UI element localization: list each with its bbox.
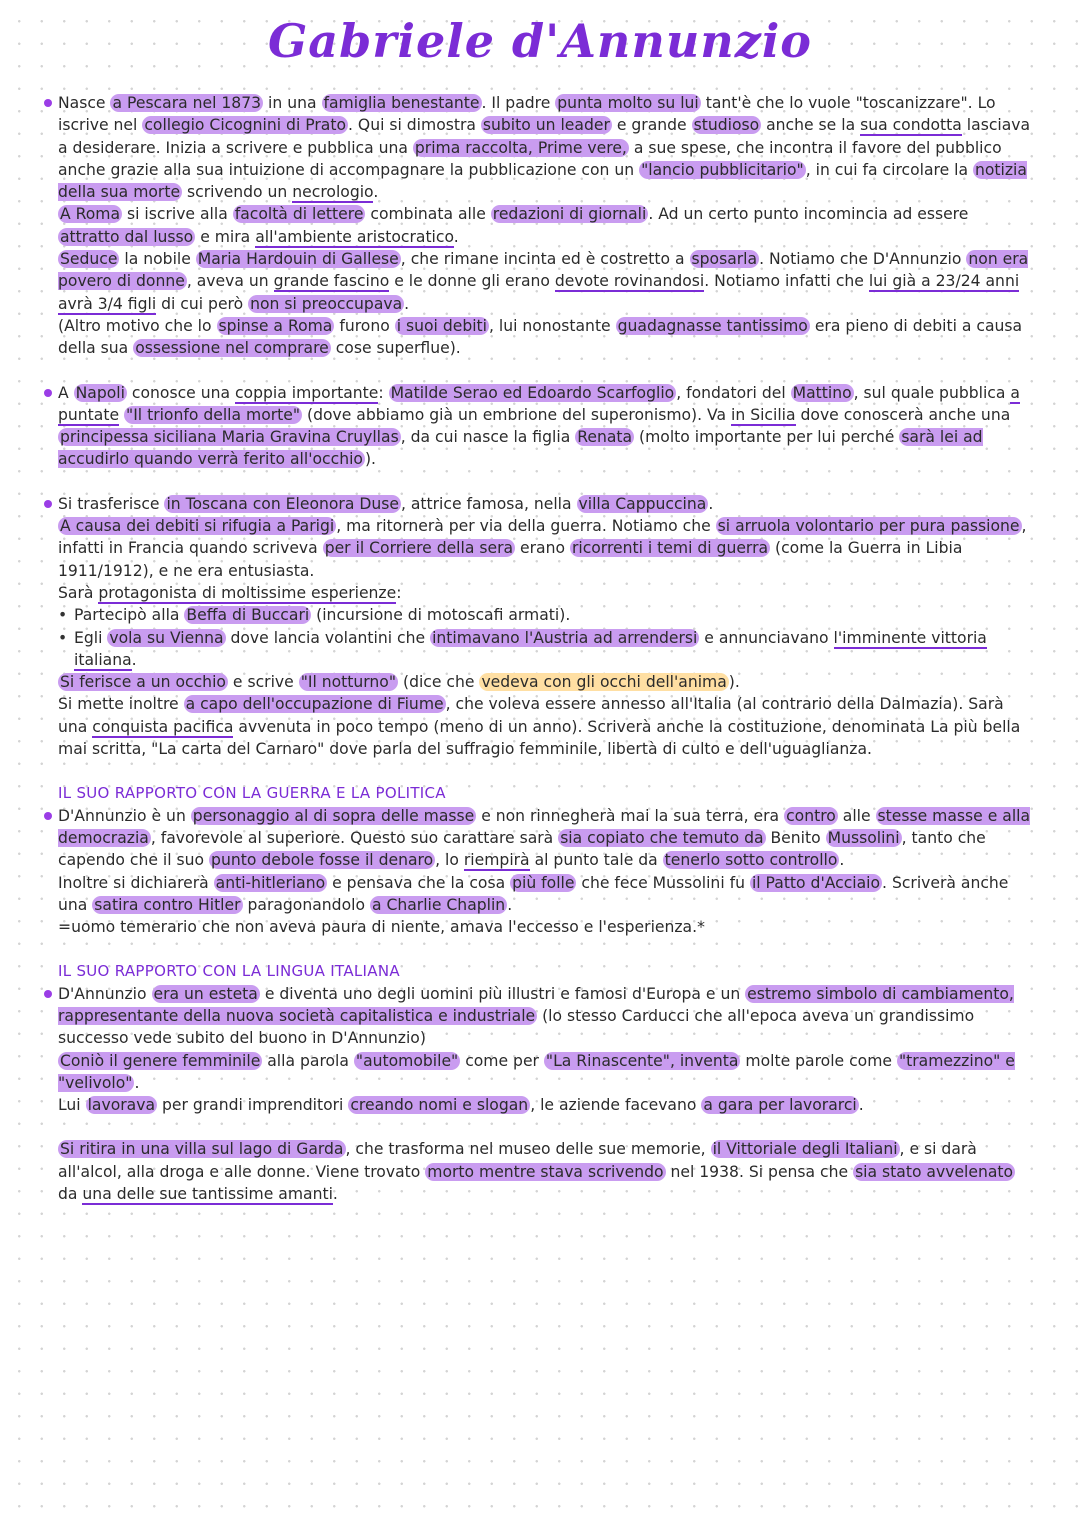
highlight: sia stato avvelenato: [855, 1162, 1014, 1181]
text: furono: [334, 316, 395, 335]
highlight: notizia della sua morte: [58, 160, 1027, 202]
text: :: [378, 383, 389, 402]
text: dove conoscerà anche una: [795, 405, 1011, 424]
highlight: famiglia benestante: [323, 94, 480, 112]
highlight: ricorrenti i temi di guerra: [571, 539, 769, 558]
highlight: facoltà di lettere: [234, 205, 364, 224]
text: e mira: [195, 227, 256, 246]
highlight: creando nomi e slogan: [350, 1096, 529, 1115]
text: la nobile: [119, 250, 196, 269]
text: .: [373, 183, 379, 202]
highlight: sposarla: [691, 250, 758, 269]
highlight: redazioni di giornali: [492, 205, 647, 224]
page-title: Gabriele d'Annunzio: [268, 14, 812, 68]
text: , che rimane incinta ed è costretto a: [400, 250, 690, 269]
highlight: morto mentre stava scrivendo: [427, 1162, 664, 1181]
text: , che trasforma nel museo delle sue memorie,: [345, 1140, 711, 1159]
text: . Qui si dimostra: [348, 116, 481, 135]
paragraph-fiume: [44, 671, 1034, 760]
highlight: contro: [786, 806, 836, 825]
list-item-vienna: [44, 627, 1034, 672]
text: avvenuta in poco tempo (meno di un anno). Scriverà anche la costituzione, denominata La più bella mai scritta, "La carta del Carnaro" dove parla del suffragio femminile, libertà di culto e dell'uguaglianza.: [58, 717, 1021, 759]
text: , infatti in Francia quando scriveva: [58, 517, 1027, 558]
highlight: A Roma: [60, 205, 121, 224]
highlight: a gara per lavorarci: [703, 1096, 857, 1115]
text: alle: [837, 806, 876, 825]
highlight: Mussolini: [827, 828, 900, 847]
text: Benito: [765, 828, 826, 847]
text: e le donne gli erano: [389, 272, 555, 291]
text: , attrice famosa, nella: [400, 494, 577, 513]
underline: a puntate: [58, 383, 1020, 424]
highlight: anti-hitleriano: [215, 873, 326, 892]
highlight: non si preoccupava: [250, 294, 403, 313]
paragraph-rome: [44, 203, 1034, 359]
highlight: i suoi debiti: [396, 316, 487, 335]
section-heading-war-politics: IL SUO RAPPORTO CON LA GUERRA E LA POLITICA: [58, 784, 446, 803]
highlight: ossessione nel comprare: [135, 339, 329, 358]
text: .: [708, 494, 714, 513]
text: , tanto che capendo che il suo: [58, 828, 986, 870]
text: D'Annunzio è un: [58, 806, 191, 825]
text: .: [839, 851, 845, 870]
highlight: per il Corriere della sera: [324, 539, 514, 558]
text: , lui nonostante: [489, 316, 616, 335]
underline: grande fascino: [273, 272, 390, 291]
text: Egli: [74, 628, 108, 647]
underline: devote rovinandosi: [554, 272, 705, 291]
list-item-buccari: [44, 604, 1034, 626]
highlight: "tramezzino" e "velivolo": [58, 1051, 1015, 1092]
text: conosce una: [126, 383, 235, 402]
highlight: Beffa di Buccari: [186, 606, 310, 625]
text: e diventa uno degli uomini più illustri e famosi d'Europa e un: [259, 984, 746, 1003]
underline: l'imminente vittoria italiana: [74, 628, 987, 669]
highlight: sarà lei ad accudirlo quando verrà ferito all'occhio: [58, 428, 983, 469]
text: (molto importante per lui perché: [634, 428, 900, 447]
text: Sarà: [58, 583, 99, 602]
text: .: [404, 294, 410, 313]
text: in una: [263, 94, 322, 112]
underline: in Sicilia: [731, 405, 796, 424]
underline: sua condotta: [860, 116, 962, 135]
text: , e si darà all'alcol, alla droga e alle donne. Viene trovato: [58, 1140, 977, 1181]
text: .: [131, 650, 137, 669]
highlight: a capo dell'occupazione di Fiume: [185, 695, 444, 714]
text: , fondatori del: [676, 383, 791, 402]
text: .: [134, 1073, 140, 1092]
text: e annunciavano: [699, 628, 834, 647]
text: combinata alle: [365, 205, 491, 224]
text: . Il padre: [481, 94, 556, 112]
highlight: guadagnasse tantissimo: [617, 316, 808, 335]
paragraph-naples: [44, 382, 1034, 471]
text: , aveva un: [186, 272, 274, 291]
text: dove lancia volantini che: [225, 628, 431, 647]
text: ).: [364, 450, 376, 469]
highlight: satira contro Hitler: [94, 895, 241, 914]
text: ).: [728, 673, 740, 692]
text: lasciava a desiderare. Inizia a scrivere e pubblica una: [58, 116, 1031, 157]
highlight: estremo simbolo di cambiamento, rappresentante della nuova società capitalistica e industriale: [58, 984, 1014, 1025]
text: .: [507, 895, 513, 914]
underline: lui già a 23/24 anni avrà 3/4 figli: [58, 272, 1020, 313]
highlight: a Charlie Chaplin: [371, 895, 506, 914]
highlight: Renata: [577, 428, 633, 447]
highlight: più folle: [512, 873, 575, 892]
highlight: "Il notturno": [300, 673, 397, 692]
highlight: in Toscana con Eleonora Duse: [166, 494, 399, 513]
highlight: "La Rinascente", inventa: [545, 1051, 739, 1070]
highlight: "automobile": [355, 1051, 459, 1070]
highlight: vola su Vienna: [109, 628, 224, 647]
text: , da cui nasce la figlia: [400, 428, 576, 447]
text: .: [453, 227, 459, 246]
text: (dice che: [398, 673, 480, 692]
text: D'Annunzio: [58, 984, 152, 1003]
highlight: lavorava: [87, 1096, 156, 1115]
highlight: intimavano l'Austria ad arrendersi: [432, 628, 698, 647]
highlight: il Patto d'Acciaio: [751, 873, 881, 892]
highlight: sia copiato che temuto da: [560, 828, 764, 847]
text: . Scriverà anche una: [58, 873, 1009, 914]
highlight: Napoli: [75, 383, 125, 402]
text: , le aziende facevano: [530, 1096, 702, 1115]
text: (dove abbiamo già un embrione del superonismo). Va: [302, 405, 732, 424]
text: anche se la: [761, 116, 861, 135]
highlight: Maria Hardouin di Gallese: [197, 250, 399, 269]
paragraph-politics: [44, 805, 1034, 939]
text: (come la Guerra in Libia 1911/1912), e ne era entusiasta.: [58, 539, 963, 580]
text: Inoltre si dichiarerà: [58, 873, 214, 892]
underline: protagonista di moltissime esperienze: [98, 583, 397, 602]
text: come per: [460, 1051, 544, 1070]
highlight: "Il trionfo della morte": [126, 405, 301, 424]
text: per grandi imprenditori: [157, 1096, 349, 1115]
yellow-highlight: vedeva con gli occhi dell'anima: [481, 673, 727, 692]
text: Partecipò alla: [74, 606, 185, 625]
highlight: punta molto su lui: [557, 94, 699, 112]
underline: conquista pacifica: [92, 717, 234, 736]
text: e grande: [611, 116, 692, 135]
text: , ma ritornerà per via della guerra. Notiamo che: [336, 517, 716, 536]
text: paragonandolo: [242, 895, 370, 914]
text: cose superflue).: [330, 339, 461, 358]
highlight: Coniò il genere femminile: [60, 1051, 261, 1070]
text: A: [58, 383, 74, 402]
highlight: Seduce: [60, 250, 118, 269]
text: Lui: [58, 1096, 86, 1115]
underline: coppia importante: [234, 383, 379, 402]
highlight: a Pescara nel 1873: [112, 94, 262, 112]
highlight: spinse a Roma: [218, 316, 333, 335]
text: molte parole come: [740, 1051, 897, 1070]
highlight: Mattino: [792, 383, 852, 402]
text: che fece Mussolini fu: [576, 873, 750, 892]
highlight: Si ferisce a un occhio: [60, 673, 226, 692]
text: =uomo temerario che non aveva paura di niente, amava l'eccesso e l'esperienza.*: [58, 918, 705, 937]
text: Si trasferisce: [58, 494, 165, 513]
text: da: [58, 1185, 83, 1204]
paragraph-birth: [44, 92, 1034, 203]
text: , in cui fa circolare la: [805, 160, 973, 179]
text: . Notiamo che D'Annunzio: [759, 250, 967, 269]
highlight: stesse masse e alla democrazia: [58, 806, 1031, 847]
text: scrivendo un: [182, 183, 293, 202]
text: a sue spese, che incontra il favore del pubblico anche grazie alla sua intuizione di accompagnare la pubblicazione con un: [58, 138, 1002, 179]
text: nel 1938. Si pensa che: [665, 1162, 854, 1181]
text: . Ad un certo punto incomincia ad essere: [648, 205, 969, 224]
highlight: personaggio al di sopra delle masse: [192, 806, 475, 825]
text: al punto tale da: [529, 851, 663, 870]
text: :: [396, 583, 402, 602]
text: . Notiamo infatti che: [704, 272, 869, 291]
highlight: non era povero di donne: [58, 250, 1029, 291]
text: Nasce: [58, 94, 111, 112]
text: e pensava che la cosa: [327, 873, 511, 892]
paragraph-language: [44, 983, 1034, 1117]
highlight: collegio Cicognini di Prato: [144, 116, 346, 135]
text: , lo: [435, 851, 464, 870]
text: .: [858, 1096, 864, 1115]
highlight: prima raccolta, Prime vere,: [414, 138, 627, 157]
highlight: Matilde Serao ed Edoardo Scarfoglio: [390, 383, 675, 402]
highlight: attratto dal lusso: [60, 227, 194, 246]
text: Si mette inoltre: [58, 695, 184, 714]
text: (Altro motivo che lo: [58, 316, 217, 335]
highlight: il Vittoriale degli Italiani: [712, 1140, 898, 1159]
notes-body: [44, 92, 1034, 1205]
paragraph-tuscany: [44, 493, 1034, 604]
text: era pieno di debiti a causa della sua: [58, 316, 1023, 358]
underline: necrologio: [292, 183, 374, 202]
highlight: tenerlo sotto controllo: [664, 851, 838, 870]
highlight: Si ritira in una villa sul lago di Garda: [60, 1140, 344, 1159]
highlight: A causa dei debiti si rifugia a Parigi: [60, 517, 335, 536]
paragraph-vittoriale: [44, 1138, 1034, 1205]
text: , favorevole al superiore. Questo suo carattare sarà: [150, 828, 559, 847]
highlight: era un esteta: [153, 984, 258, 1003]
text: e non rinnegherà mai la sua terra, era: [476, 806, 785, 825]
underline: all'ambiente aristocratico: [255, 227, 454, 246]
highlight: subito un leader: [482, 116, 610, 135]
text: , che voleva essere annesso all'Italia (al contrario della Dalmazia). Sarà una: [58, 695, 1004, 736]
highlight: punto debole fosse il denaro: [211, 851, 434, 870]
text: si iscrive alla: [122, 205, 233, 224]
text: (incursione di motoscafi armati).: [311, 606, 571, 625]
highlight: studioso: [693, 116, 760, 135]
text: (lo stesso Carducci che all'epoca aveva un grandissimo successo vede subito del buono in D'Annunzio): [58, 1006, 975, 1048]
text: e scrive: [227, 673, 299, 692]
underline: una delle sue tantissime amanti: [82, 1185, 333, 1204]
highlight: si arruola volontario per pura passione: [717, 517, 1020, 536]
underline: riempirà: [463, 851, 530, 870]
text: alla parola: [262, 1051, 354, 1070]
text: , sul quale pubblica: [853, 383, 1011, 402]
section-heading-language: IL SUO RAPPORTO CON LA LINGUA ITALIANA: [58, 962, 400, 981]
highlight: villa Cappuccina: [578, 494, 707, 513]
text: erano: [515, 539, 570, 558]
highlight: "lancio pubblicitario": [641, 160, 804, 179]
text: tant'è che lo vuole "toscanizzare". Lo iscrive nel: [58, 94, 996, 135]
text: .: [332, 1185, 338, 1204]
highlight: principessa siciliana Maria Gravina Cruyllas: [60, 428, 399, 447]
text: di cui però: [156, 294, 249, 313]
